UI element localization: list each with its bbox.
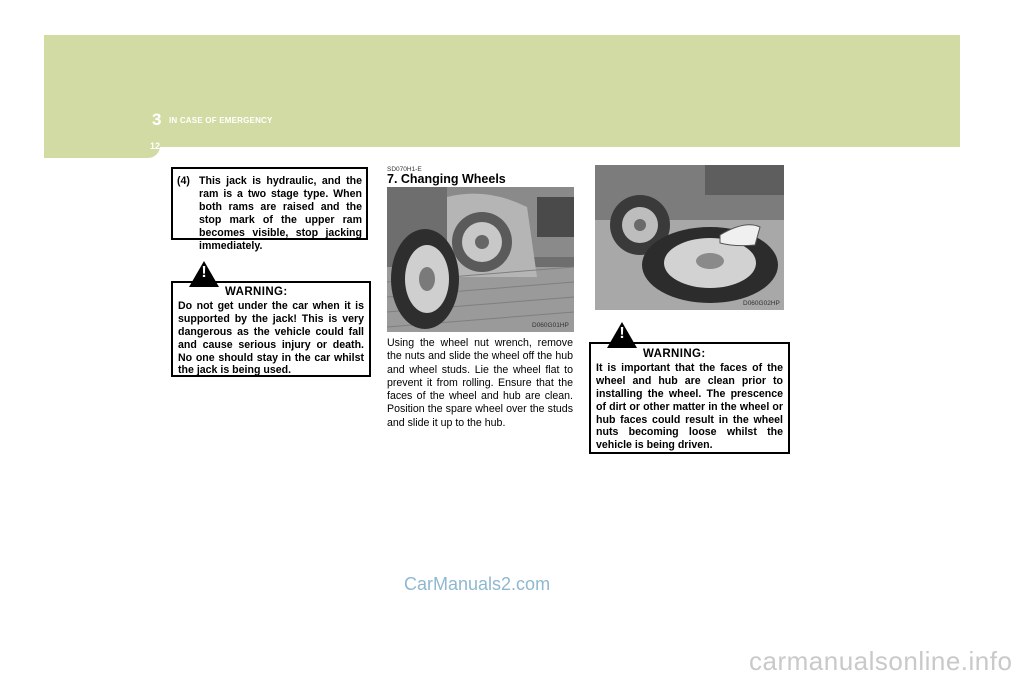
chapter-number: 3 bbox=[152, 110, 162, 129]
spare-wheel-cleaning-illustration bbox=[595, 165, 784, 310]
warning-body: It is important that the faces of the wheel and hub are clean prior to installing the wheel. The prescence of dirt or other matter in the wheel or hub faces could result in the wheel nuts becoming loose whilst the vehicle is being driven. bbox=[596, 361, 783, 452]
wheel-removal-illustration bbox=[387, 187, 574, 332]
footer-watermark: carmanualsonline.info bbox=[749, 646, 1012, 676]
page-number: 12 bbox=[150, 141, 161, 151]
header-band bbox=[44, 35, 960, 147]
page-number-tab bbox=[44, 136, 160, 158]
figure-code: D060G02HP bbox=[743, 300, 780, 307]
exclamation-icon: ! bbox=[619, 325, 625, 342]
jack-note-box bbox=[171, 167, 368, 253]
chapter-title: IN CASE OF EMERGENCY bbox=[169, 116, 273, 125]
warning-body: Do not get under the car when it is supported by the jack! This is very dangerous as the vehicle could fall and cause serious injury or death. No one should stay in the car whilst the jack is being used. bbox=[178, 299, 364, 377]
note-number: (4) bbox=[177, 175, 190, 187]
warning-title: WARNING: bbox=[225, 286, 288, 298]
watermark-link[interactable]: CarManuals2.com bbox=[404, 574, 551, 594]
section-body: Using the wheel nut wrench, remove the nuts and slide the wheel off the hub and wheel studs. Lie the wheel flat to prevent it from rolling. Ensure that the faces of the wheel and hub are clean. Position the spare wheel over the studs and slide it up to the hub. bbox=[387, 337, 573, 429]
exclamation-icon: ! bbox=[201, 264, 207, 281]
figure-code: D060G01HP bbox=[532, 322, 569, 329]
note-text: This jack is hydraulic, and the ram is a two stage type. When both rams are raised and the stop mark of the upper ram becomes visible, stop jacking immediately. bbox=[199, 175, 362, 253]
section-title: 7. Changing Wheels bbox=[387, 172, 506, 186]
warning-box-hub bbox=[589, 325, 790, 454]
section-code: SD070H1-E bbox=[387, 166, 422, 173]
warning-title: WARNING: bbox=[643, 348, 706, 360]
warning-box-jack bbox=[171, 264, 371, 377]
